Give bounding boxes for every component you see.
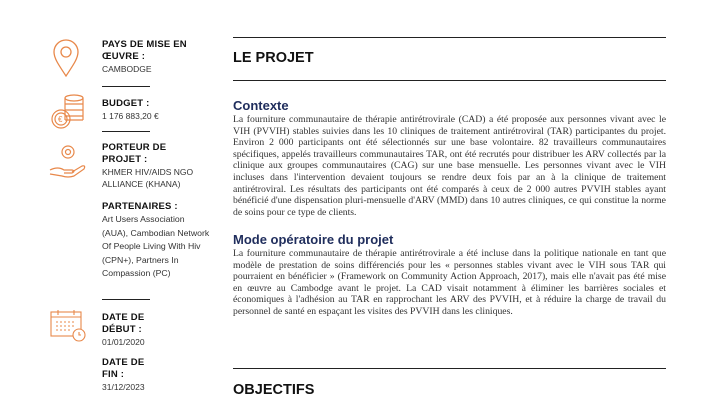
divider: [102, 131, 150, 132]
start-date-value: 01/01/2020: [102, 337, 145, 347]
carrier-info: [102, 142, 212, 190]
partners-info: [102, 201, 212, 281]
country-label: PAYS DE MISE EN ŒUVRE :: [102, 39, 187, 62]
hand-gear-icon: [48, 142, 90, 182]
mode-paragraph: La fourniture communautaire de thérapie antirétrovirale a été incluse dans la politique nationale en tant que modèle de prestation de soins différenciés pour les « personnes stables vivant avec le VIH sous TAR qui pourraient en bénéficier » (Framework on Community Action Approach, 2017), mais elle n'avait pas été mise en œuvre au Cambodge avant le projet. La CAD visait notamment à éliminer les barrières sociales et économiques à l'adhésion au TAR en rapprochant les ARV des PVVIH, et à réduire la charge de travail du personnel de santé en espaçant les visites des PVVIH dans les cliniques.: [233, 248, 666, 317]
svg-text:€: €: [58, 115, 63, 124]
section-title: LE PROJET: [233, 50, 314, 66]
partners-label: PARTENAIRES :: [102, 201, 178, 212]
end-date-value: 31/12/2023: [102, 382, 145, 392]
start-date-label: DATE DE DÉBUT :: [102, 312, 145, 335]
budget-info: [102, 98, 212, 122]
context-paragraph: La fourniture communautaire de thérapie antirétrovirale (CAD) a été proposée aux personnes vivant avec le VIH (PVVIH) stables suivies dans les 10 cliniques de traitement antirétroviral (TAR) participantes du projet. Environ 2 000 participants ont été sélectionnés sur une base volontaire. 82 travailleurs communautaires spécifiques, appelés travailleurs communautaires TAR, ont été recrutés pour distribuer les ARV collectés par la clinique aux groupes communautaires (CAG) sur une base mensuelle. Les personnes vivant avec le VIH incluses dans l'intervention devaient toujours se rendre deux fois par an à la clinique de traitement antirétroviral. Les résultats des participants ont été comparés à ceux de 2 000 autres PVVIH stables ayant bénéficié d'une dispensation pluri-mensuelle d'ARV (MMD) dans 10 autres cliniques, ce qui constitue la norme de soins pour ce type de clients.: [233, 114, 666, 218]
divider: [233, 368, 666, 369]
budget-label: BUDGET :: [102, 98, 150, 109]
objectives-title: OBJECTIFS: [233, 382, 315, 398]
partners-value: Art Users Association (AUA), Cambodian Network Of People Living With Hiv (CPN+), Partners In Compassion (PC): [102, 214, 210, 278]
divider: [102, 299, 150, 300]
carrier-value: KHMER HIV/AIDS NGO ALLIANCE (KHANA): [102, 167, 194, 189]
context-heading: Contexte: [233, 98, 289, 113]
calendar-clock-icon: [48, 308, 88, 344]
divider: [233, 80, 666, 81]
location-pin-icon: [48, 38, 84, 78]
start-date-info: [102, 312, 212, 348]
divider: [233, 37, 666, 38]
country-value: CAMBODGE: [102, 64, 152, 74]
country-info: [102, 39, 212, 75]
coins-euro-icon: [48, 92, 88, 132]
end-date-label: DATE DE FIN :: [102, 357, 145, 380]
end-date-info: [102, 357, 212, 393]
budget-value: 1 176 883,20 €: [102, 111, 159, 121]
mode-heading: Mode opératoire du projet: [233, 232, 394, 247]
divider: [102, 86, 150, 87]
carrier-label: PORTEUR DE PROJET :: [102, 142, 167, 165]
